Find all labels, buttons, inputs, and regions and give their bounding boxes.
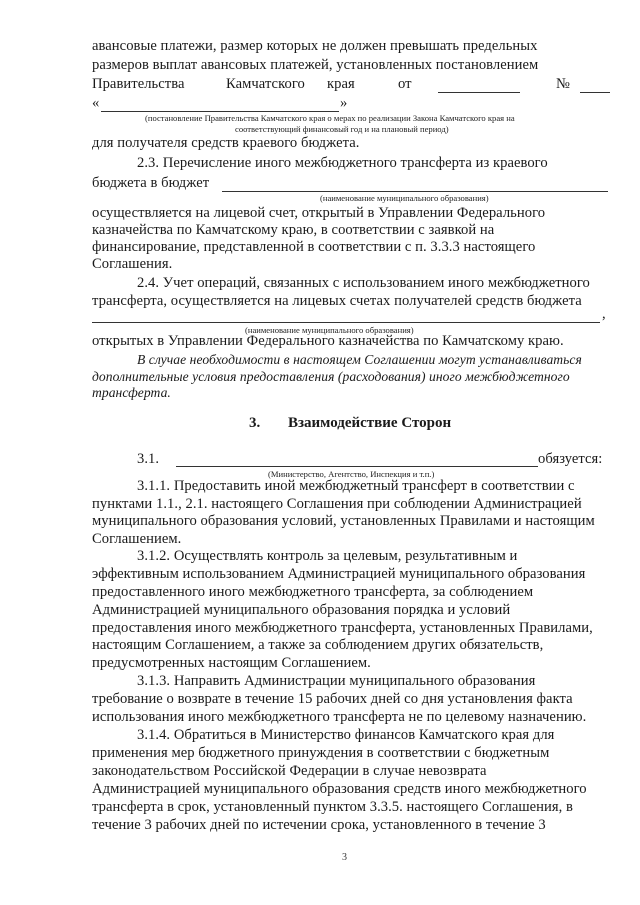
text-line: Администрацией муниципального образования порядка и условий <box>92 602 511 618</box>
text-line: пунктами 1.1., 2.1. настоящего Соглашения при соблюдении Администрацией <box>92 496 582 512</box>
section-number: 3. <box>249 415 261 431</box>
comma: , <box>602 306 606 322</box>
text-line: Соглашением. <box>92 531 182 547</box>
text-line: 3.1.3. Направить Администрации муниципального образования <box>137 673 536 689</box>
text-line: трансферта в срок, установленный пунктом 3.3.5. настоящего Соглашения, в <box>92 799 573 815</box>
caption: (Министерство, Агентство, Инспекция и т.п.) <box>268 469 435 479</box>
italic-note: трансферта. <box>92 385 171 400</box>
text-word: Правительства <box>92 76 185 92</box>
text-line: Соглашения. <box>92 256 173 272</box>
text-line: финансирование, представленной в соответствии с п. 3.3.3 настоящего <box>92 239 536 255</box>
italic-note: В случае необходимости в настоящем Соглашении могут устанавливаться <box>137 352 582 367</box>
text-line: 2.4. Учет операций, связанных с использованием иного межбюджетного <box>137 275 590 291</box>
quote-close: » <box>340 95 348 111</box>
text-line: применения мер бюджетного принуждения в соответствии с бюджетным <box>92 745 550 761</box>
text-line: 2.3. Перечисление иного межбюджетного трансферта из краевого <box>137 155 548 171</box>
section-title: Взаимодействие Сторон <box>288 415 452 431</box>
text-line: предоставления иного межбюджетного трансферта, установленных Правилами, <box>92 620 593 636</box>
italic-note: дополнительные условия предоставления (расходования) иного межбюджетного <box>92 369 570 384</box>
text-word: от <box>398 76 412 92</box>
text-line: казначейства по Камчатскому краю, в соответствии с заявкой на <box>92 222 495 238</box>
caption: (наименование муниципального образования) <box>245 325 414 335</box>
text-line: течение 3 рабочих дней по истечении срока, установленного в течение 3 <box>92 817 546 833</box>
text-line: авансовые платежи, размер которых не должен превышать предельных <box>92 38 538 54</box>
text-line: муниципального образования условий, установленных Правилами и настоящим <box>92 513 595 529</box>
blank-line <box>101 111 339 112</box>
page-number: 3 <box>342 852 347 863</box>
text-line: для получателя средств краевого бюджета. <box>92 135 360 151</box>
caption: соответствующий финансовый год и на плановый период) <box>235 124 449 134</box>
text-line: размеров выплат авансовых платежей, установленных постановлением <box>92 57 539 73</box>
caption: (постановление Правительства Камчатского края о мерах по реализации Закона Камчатского края на <box>145 113 515 123</box>
text-line: эффективным использованием Администрацией муниципального образования <box>92 566 586 582</box>
text-line: настоящим Соглашением, а также за соблюдением других обязательств, <box>92 637 544 653</box>
quote-open: « <box>92 95 100 111</box>
blank-number-line <box>580 92 610 93</box>
text-line: трансферта, осуществляется на лицевых счетах получателей средств бюджета <box>92 293 582 309</box>
text-line: использования иного межбюджетного трансферта не по целевому назначению. <box>92 709 587 725</box>
caption: (наименование муниципального образования) <box>320 193 489 203</box>
text-line: законодательством Российской Федерации в случае невозврата <box>92 763 487 779</box>
text-line: осуществляется на лицевой счет, открытый в Управлении Федерального <box>92 205 546 221</box>
text-line: 3.1. <box>137 451 160 467</box>
blank-line <box>222 191 608 192</box>
blank-line <box>92 322 600 323</box>
text-line: 3.1.4. Обратиться в Министерство финансов Камчатского края для <box>137 727 555 743</box>
blank-date-line <box>438 92 520 93</box>
text-line: обязуется: <box>538 451 603 467</box>
text-word: Камчатского <box>226 76 305 92</box>
text-line: предоставленного иного межбюджетного трансферта, за соблюдением <box>92 584 534 600</box>
text-line: предусмотренных настоящим Соглашением. <box>92 655 371 671</box>
blank-line <box>176 466 538 467</box>
text-line: бюджета в бюджет <box>92 175 210 191</box>
text-line: требование о возврате в течение 15 рабочих дней со дня установления факта <box>92 691 573 707</box>
text-word: края <box>327 76 355 92</box>
text-line: открытых в Управлении Федерального казначейства по Камчатскому краю. <box>92 333 564 349</box>
text-line: 3.1.1. Предоставить иной межбюджетный трансферт в соответствии с <box>137 478 575 494</box>
text-line: 3.1.2. Осуществлять контроль за целевым, результативным и <box>137 548 518 564</box>
text-line: Администрацией муниципального образования средств иного межбюджетного <box>92 781 587 797</box>
text-word: № <box>556 76 570 92</box>
